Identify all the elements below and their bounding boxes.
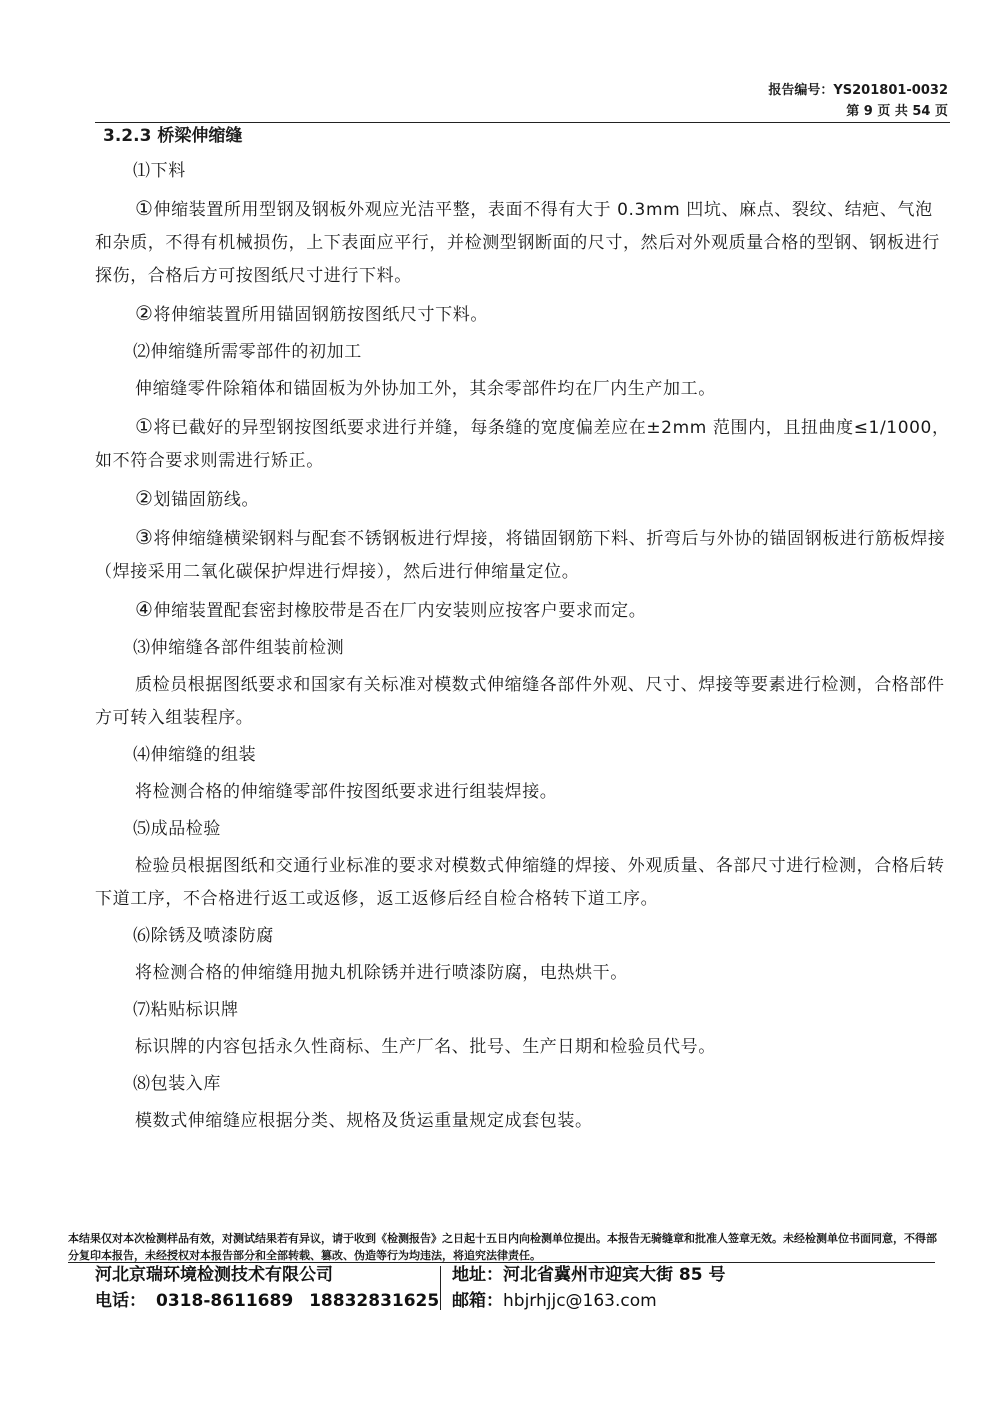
step-marker: ③: [135, 525, 154, 549]
paragraph-text: 将已截好的异型钢按图纸要求进行并缝，每条缝的宽度偏差应在±2mm 范围内，且扭曲度≤1/1000，如不符合要求则需进行矫正。: [95, 418, 950, 471]
company-address: [452, 1262, 726, 1314]
paragraph: 质检员根据图纸要求和国家有关标准对模数式伸缩缝各部件外观、尺寸、焊接等要素进行检测，合格部件方可转入组装程序。: [95, 675, 945, 728]
step-marker: ②: [135, 301, 154, 325]
paragraph: [95, 192, 950, 293]
paragraph: [95, 297, 950, 332]
report-number: 报告编号：YS201801-0032: [768, 83, 948, 98]
subheading-final-check: ⑸成品检验: [133, 819, 221, 839]
step-marker: ①: [135, 414, 154, 438]
paragraph: 将检测合格的伸缩缝零部件按图纸要求进行组装焊接。: [135, 782, 558, 802]
company-name: 河北京瑞环境检测技术有限公司: [95, 1265, 333, 1285]
paragraph: 伸缩缝零件除箱体和锚固板为外协加工外，其余零部件均在厂内生产加工。: [135, 379, 716, 399]
paragraph: 标识牌的内容包括永久性商标、生产厂名、批号、生产日期和检验员代号。: [135, 1037, 716, 1057]
address-value: 河北省冀州市迎宾大街 85 号: [503, 1265, 726, 1285]
paragraph: 模数式伸缩缝应根据分类、规格及货运重量规定成套包装。: [135, 1111, 593, 1131]
company-contact: [95, 1262, 449, 1314]
subheading-assembly: ⑷伸缩缝的组装: [133, 745, 257, 765]
subheading-painting: ⑹除锈及喷漆防腐: [133, 926, 274, 946]
phone-label: 电话：: [95, 1291, 146, 1311]
paragraph: [95, 482, 950, 517]
paragraph: 将检测合格的伸缩缝用抛丸机除锈并进行喷漆防腐，电热烘干。: [135, 963, 628, 983]
paragraph: [95, 521, 950, 589]
email-value: hbjrhjjc@163.com: [503, 1291, 657, 1311]
paragraph: [95, 593, 950, 628]
address-label: 地址：: [452, 1265, 503, 1285]
mobile-number: 18832831625: [309, 1291, 440, 1311]
phone-number: 0318-8611689: [156, 1291, 294, 1311]
subheading-packaging: ⑻包装入库: [133, 1074, 221, 1094]
paragraph-text: 将伸缩装置所用锚固钢筋按图纸尺寸下料。: [153, 305, 488, 325]
email-label: 邮箱：: [452, 1291, 503, 1311]
section-title: 3.2.3 桥梁伸缩缝: [103, 126, 243, 146]
paragraph-text: 划锚固筋线。: [153, 490, 260, 510]
subheading-cutting: ⑴下料: [133, 161, 186, 181]
paragraph-text: 伸缩装置所用型钢及钢板外观应光洁平整，表面不得有大于 0.3mm 凹坑、麻点、裂纹、结疤、气泡和杂质，不得有机械损伤，上下表面应平行，并检测型钢断面的尺寸，然后对外观质量合格的型钢、钢板进行探伤，合格后方可按图纸尺寸进行下料。: [95, 200, 940, 286]
subheading-labeling: ⑺粘贴标识牌: [133, 1000, 239, 1020]
report-header: [768, 80, 948, 122]
step-marker: ④: [135, 597, 154, 621]
phone-line: [95, 1288, 449, 1314]
document-body: [95, 155, 950, 1142]
paragraph: 检验员根据图纸和交通行业标准的要求对模数式伸缩缝的焊接、外观质量、各部尺寸进行检测，合格后转下道工序，不合格进行返工或返修，返工返修后经自检合格转下道工序。: [95, 856, 945, 909]
paragraph-text: 伸缩装置配套密封橡胶带是否在厂内安装则应按客户要求而定。: [153, 601, 647, 621]
subheading-inspection: ⑶伸缩缝各部件组装前检测: [133, 638, 345, 658]
subheading-preprocessing: ⑵伸缩缝所需零部件的初加工: [133, 342, 362, 362]
page-indicator: 第 9 页 共 54 页: [846, 104, 948, 119]
step-marker: ②: [135, 486, 154, 510]
footer-vertical-divider: [440, 1266, 441, 1310]
paragraph: [95, 410, 950, 478]
paragraph-text: 将伸缩缝横梁钢料与配套不锈钢板进行焊接，将锚固钢筋下料、折弯后与外协的锚固钢板进行筋板焊接（焊接采用二氧化碳保护焊进行焊接），然后进行伸缩量定位。: [95, 529, 946, 582]
legal-notice: 本结果仅对本次检测样品有效，对测试结果若有异议，请于收到《检测报告》之日起十五日内向检测单位提出。本报告无骑缝章和批准人签章无效。未经检测单位书面同意，不得部分复印本报告，未经授权对本报告部分和全部转载、篡改、伪造等行为均违法，将追究法律责任。: [68, 1232, 937, 1262]
step-marker: ①: [135, 196, 154, 220]
